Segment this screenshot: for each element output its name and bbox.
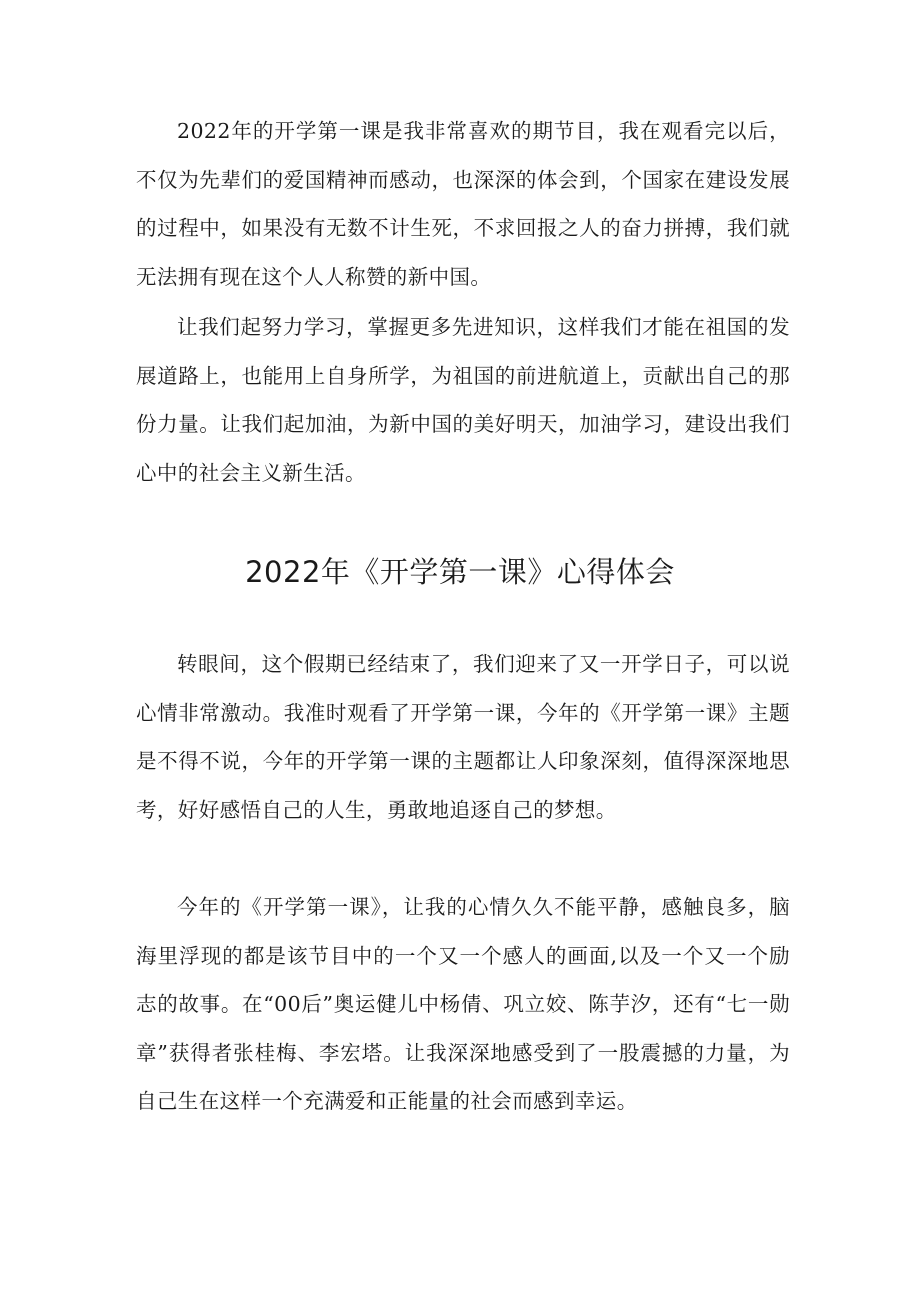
body-paragraph-2: 让我们起努力学习，掌握更多先进知识，这样我们才能在祖国的发展道路上，也能用上自身所学，为祖国的前进航道上，贡献出自己的那份力量。让我们起加油，为新中国的美好明天，加油学习，建设出我们心中的社会主义新生活。 bbox=[136, 315, 790, 485]
body-paragraph-4: 今年的《开学第一课》，让我的心情久久不能平静，感触良多，脑海里浮现的都是该节目中的一个又一个感人的画面,以及一个又一个励志的故事。在“00后”奥运健儿中杨倩、巩立姣、陈芋汐，还有“七一勋章”获得者张桂梅、李宏塔。让我深深地感受到了一股震撼的力量，为自己生在这样一个充满爱和正能量的社会而感到幸运。 bbox=[136, 895, 790, 1113]
body-paragraph-3: 转眼间，这个假期已经结束了，我们迎来了又一开学日子，可以说心情非常激动。我准时观看了开学第一课，今年的《开学第一课》主题是不得不说，今年的开学第一课的主题都让人印象深刻，值得深深地思考，好好感悟自己的人生，勇敢地追逐自己的梦想。 bbox=[136, 652, 790, 822]
section-heading: 2022年《开学第一课》心得体会 bbox=[245, 555, 675, 589]
body-paragraph-1: 2022年的开学第一课是我非常喜欢的期节目，我在观看完以后，不仅为先辈们的爱国精神而感动，也深深的体会到，个国家在建设发展的过程中，如果没有无数不计生死，不求回报之人的奋力拼搏，我们就无法拥有现在这个人人称赞的新中国。 bbox=[136, 119, 790, 289]
